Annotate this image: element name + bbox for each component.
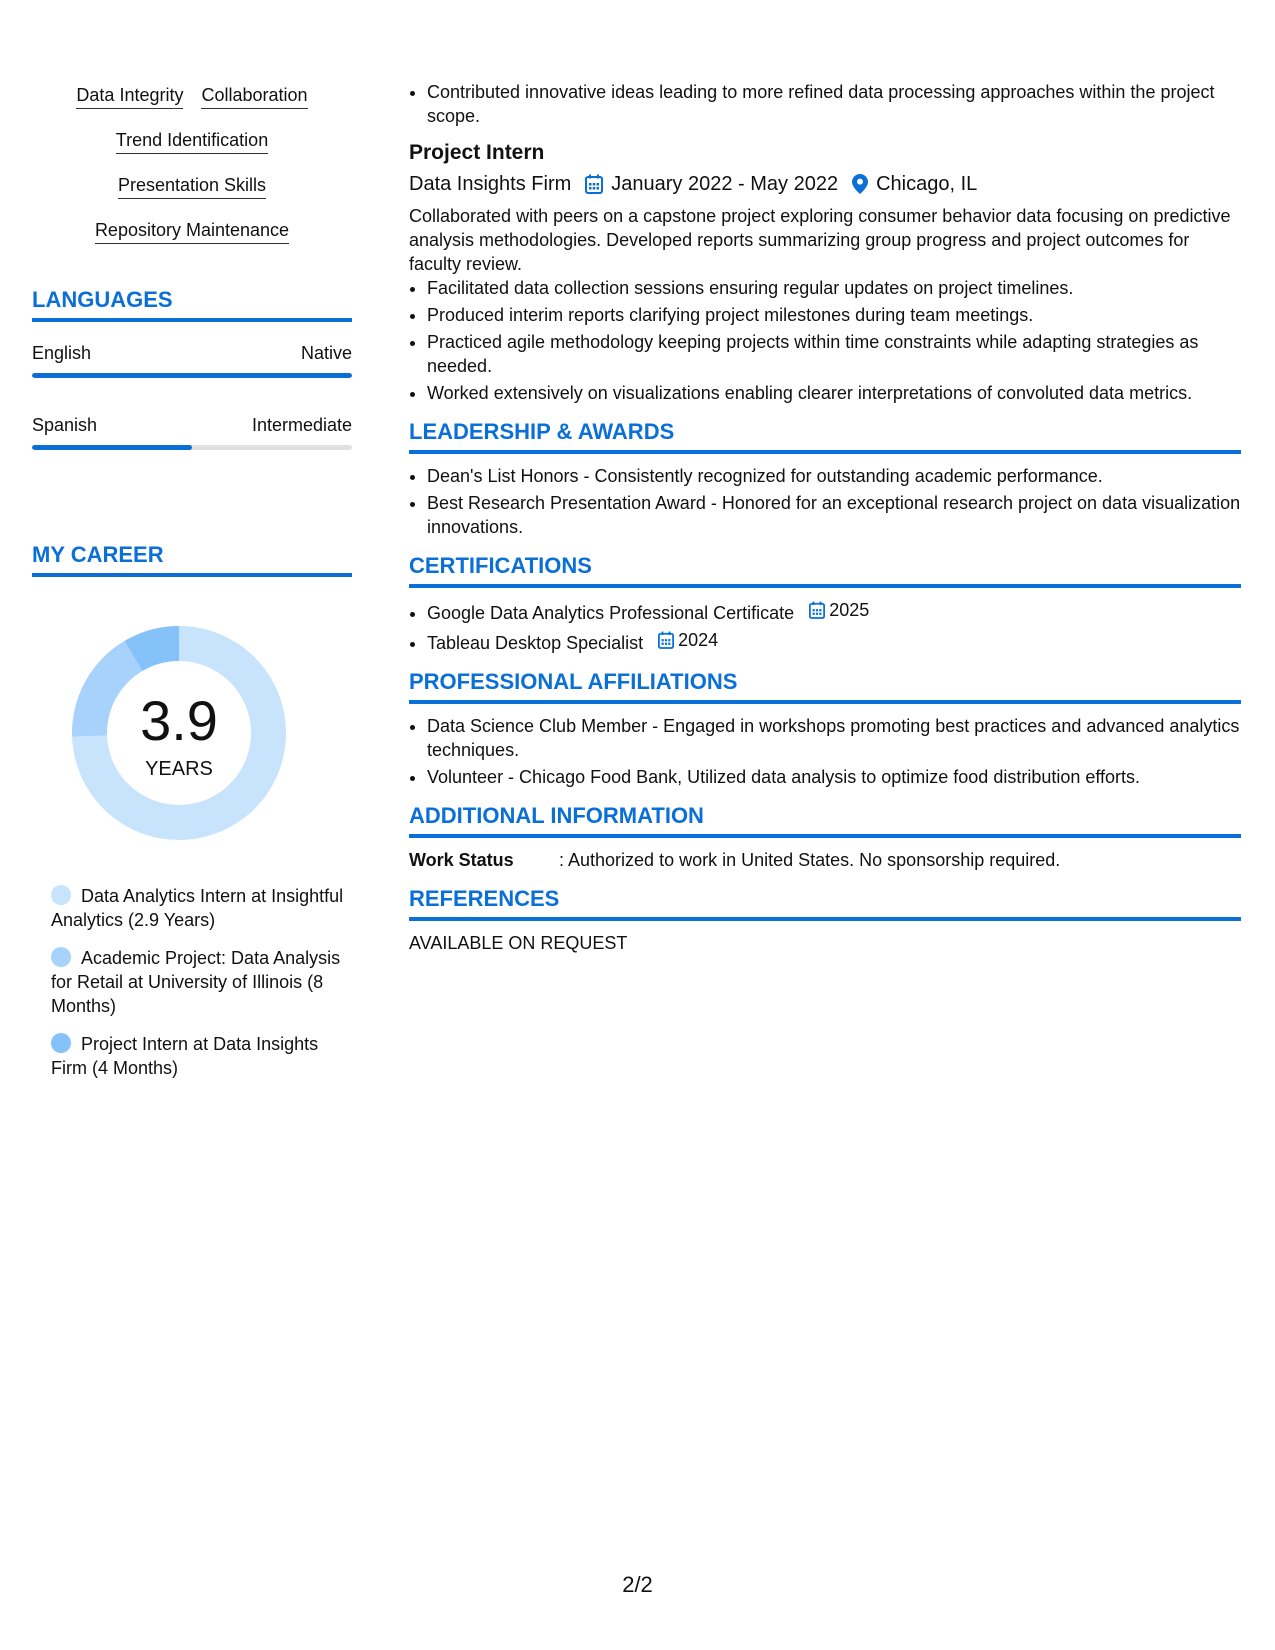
job-bullets: [409, 276, 1241, 405]
additional-info-section: [409, 803, 1241, 872]
legend-label: Academic Project: Data Analysis for Retail at University of Illinois (8 Months): [51, 948, 341, 1016]
legend-item: [51, 1032, 351, 1080]
certification-item: [427, 628, 1241, 655]
skill-tag: Collaboration: [201, 84, 307, 109]
language-item: [32, 414, 352, 450]
certification-name: Tableau Desktop Specialist: [427, 633, 644, 653]
certification-year: 2025: [829, 600, 870, 620]
references-section: [409, 886, 1241, 955]
references-text: AVAILABLE ON REQUEST: [409, 933, 628, 953]
career-total-value: 3.9: [140, 689, 218, 752]
job-description: Collaborated with peers on a capstone project exploring consumer behavior data focusing on predictive analysis methodologies. Developed reports summarizing group progress and project outcomes for faculty review.: [409, 206, 1231, 274]
affiliations-section: [409, 669, 1241, 789]
certifications-heading: CERTIFICATIONS: [409, 553, 1241, 588]
additional-info-heading: ADDITIONAL INFORMATION: [409, 803, 1241, 838]
language-bar: [32, 373, 352, 378]
job-company: Data Insights Firm: [409, 173, 572, 195]
bullet-item: • Data Science Club Member - Engaged in workshops promoting best practices and advanced analytics techniques.: [427, 714, 1241, 762]
work-status-label: Work Status: [409, 850, 514, 870]
work-status-row: [409, 848, 1241, 872]
affiliations-heading: PROFESSIONAL AFFILIATIONS: [409, 669, 1241, 704]
language-name: English: [32, 343, 92, 363]
skill-tag: Trend Identification: [116, 129, 268, 154]
legend-item: [51, 946, 351, 1018]
leadership-heading: LEADERSHIP & AWARDS: [409, 419, 1241, 454]
leadership-section: [409, 419, 1241, 539]
work-status-value: : Authorized to work in United States. No sponsorship required.: [559, 850, 1061, 870]
legend-label: Project Intern at Data Insights Firm (4 Months): [51, 1034, 319, 1078]
page-number: 2/2: [622, 1572, 653, 1597]
certifications-section: [409, 553, 1241, 655]
skill-tag: Presentation Skills: [118, 174, 266, 199]
bullet-item: • Best Research Presentation Award - Honored for an exceptional research project on data visualization innovations.: [427, 491, 1241, 539]
certification-year: 2024: [678, 630, 719, 650]
languages-heading: LANGUAGES: [32, 287, 352, 322]
bullet-item: • Dean's List Honors - Consistently recognized for outstanding academic performance.: [427, 464, 1241, 488]
language-level: Native: [300, 343, 352, 363]
calendar-icon: [585, 174, 603, 194]
career-heading: MY CAREER: [32, 542, 352, 577]
language-name: Spanish: [32, 415, 98, 435]
legend-dot: [51, 1033, 71, 1053]
bullet-item: • Practiced agile methodology keeping projects within time constraints while adapting strategies as needed.: [427, 330, 1241, 378]
legend-label: Data Analytics Intern at Insightful Analytics (2.9 Years): [51, 886, 344, 930]
skill-tag: Data Integrity: [76, 84, 183, 109]
career-total-unit: YEARS: [145, 758, 213, 780]
bullet-item: • Facilitated data collection sessions ensuring regular updates on project timelines.: [427, 276, 1241, 300]
job-title: Project Intern: [409, 141, 545, 164]
language-level: Intermediate: [251, 415, 352, 435]
location-pin-icon: [852, 174, 868, 194]
legend-dot: [51, 885, 71, 905]
job-dates: January 2022 - May 2022: [611, 173, 839, 195]
calendar-icon: [658, 631, 674, 649]
bullet-item: • Worked extensively on visualizations enabling clearer interpretations of convoluted data metrics.: [427, 381, 1241, 405]
career-donut-chart: [66, 620, 292, 846]
language-item: [32, 342, 352, 378]
legend-dot: [51, 947, 71, 967]
legend-item: [51, 884, 351, 932]
skill-tag: Repository Maintenance: [95, 219, 289, 244]
job-location: Chicago, IL: [876, 173, 978, 195]
certification-name: Google Data Analytics Professional Certificate: [427, 603, 795, 623]
language-bar-fill: [32, 445, 192, 450]
career-legend: [51, 884, 351, 1094]
job-meta: [409, 171, 1241, 197]
bullet-item: • Produced interim reports clarifying project milestones during team meetings.: [427, 303, 1241, 327]
bullet-item: • Volunteer - Chicago Food Bank, Utilized data analysis to optimize food distribution efforts.: [427, 765, 1241, 789]
right-column: [409, 80, 1241, 955]
left-column: [32, 84, 352, 1078]
language-bar: [32, 445, 352, 450]
skills-list: [32, 84, 352, 244]
references-heading: REFERENCES: [409, 886, 1241, 921]
language-bar-fill: [32, 373, 352, 378]
calendar-icon: [809, 601, 825, 619]
donut-center: [66, 620, 292, 846]
previous-job-bullets: [409, 80, 1241, 128]
certification-item: [427, 598, 1241, 625]
bullet-item: • Contributed innovative ideas leading to more refined data processing approaches within the project scope.: [427, 80, 1241, 128]
